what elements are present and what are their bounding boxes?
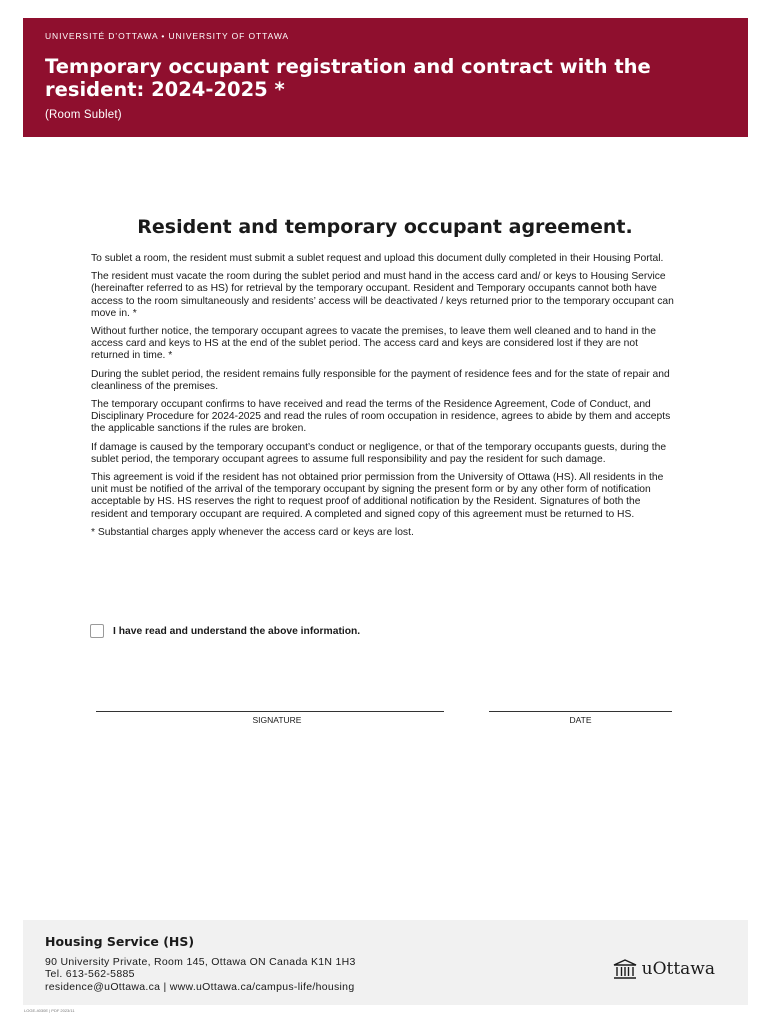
paragraph: To sublet a room, the resident must submit a sublet request and upload this document dully completed in their Housing Portal. (91, 253, 664, 264)
signature-label: SIGNATURE (252, 715, 302, 725)
acknowledgement-label: I have read and understand the above information. (113, 625, 361, 637)
paragraph: The temporary occupant confirms to have received and read the terms of the Residence Agreement, Code of Conduct, and Disciplinary Procedure for 2024-2025 and read the rules of room occupation in residence, agrees to abide by them and accepts the applicable sanctions if the rules are broken. (91, 399, 671, 435)
paragraph: The resident must vacate the room during the sublet period and must hand in the access card and/ or keys to Housing Service (hereinafter referred to as HS) for retrieval by the temporary occupant. Resident and Temporary occupants cannot both have access to the room simultaneously and residents’ access will be deactivated / keys returned prior to the temporary occupant can move in. * (91, 271, 674, 319)
agreement-text (91, 253, 676, 545)
signature-field[interactable] (96, 711, 444, 712)
paragraph: If damage is caused by the temporary occupant’s conduct or negligence, or that of the temporary occupants guests, during the sublet period, the temporary occupant agrees to assume full responsibility and pay the resident for such damage. (91, 441, 667, 465)
date-label: DATE (569, 715, 592, 725)
date-field[interactable] (489, 711, 672, 712)
paragraph: During the sublet period, the resident remains fully responsible for the payment of residence fees and for the state of repair and cleanliness of the premises. (91, 368, 670, 392)
footer-title: Housing Service (HS) (45, 934, 195, 949)
uottawa-logo (612, 958, 715, 980)
footer-address: 90 University Private, Room 145, Ottawa ON Canada K1N 1H3 (45, 956, 356, 968)
paragraph: This agreement is void if the resident has not obtained prior permission from the University of Ottawa (HS). All residents in the unit must be notified of the arrival of the temporary occupant by signing the present form or by any other form of notification acceptable by HS. HS reserves the right to request proof of additional notification by the Resident. Signatures of both the resident and temporary occupant are required. A completed and signed copy of this agreement must be returned to HS. (91, 472, 664, 520)
university-name: UNIVERSITÉ D’OTTAWA • UNIVERSITY OF OTTAWA (45, 31, 289, 41)
university-building-icon (612, 958, 638, 980)
document-code: LOGE-4030E | PDF 2023/11 (24, 1008, 75, 1013)
logo-wordmark: uOttawa (641, 959, 715, 979)
footer-contact: residence@uOttawa.ca | www.uOttawa.ca/campus-life/housing (45, 980, 355, 993)
footer-phone: Tel. 613-562-5885 (45, 968, 135, 981)
page-title: Temporary occupant registration and contract with the resident: 2024-2025 * (45, 55, 651, 101)
footnote: * Substantial charges apply whenever the access card or keys are lost. (91, 526, 414, 538)
paragraph: Without further notice, the temporary occupant agrees to vacate the premises, to leave them well cleaned and to hand in the access card and keys to HS at the end of the sublet period. The access card and keys are considered lost if they are not returned in time. * (91, 326, 656, 362)
footer (23, 920, 748, 1005)
acknowledgement-row (90, 624, 360, 638)
page-subtitle: (Room Sublet) (45, 109, 122, 121)
acknowledgement-checkbox[interactable] (90, 624, 104, 638)
section-heading: Resident and temporary occupant agreement. (137, 216, 633, 238)
header-banner (23, 18, 748, 137)
